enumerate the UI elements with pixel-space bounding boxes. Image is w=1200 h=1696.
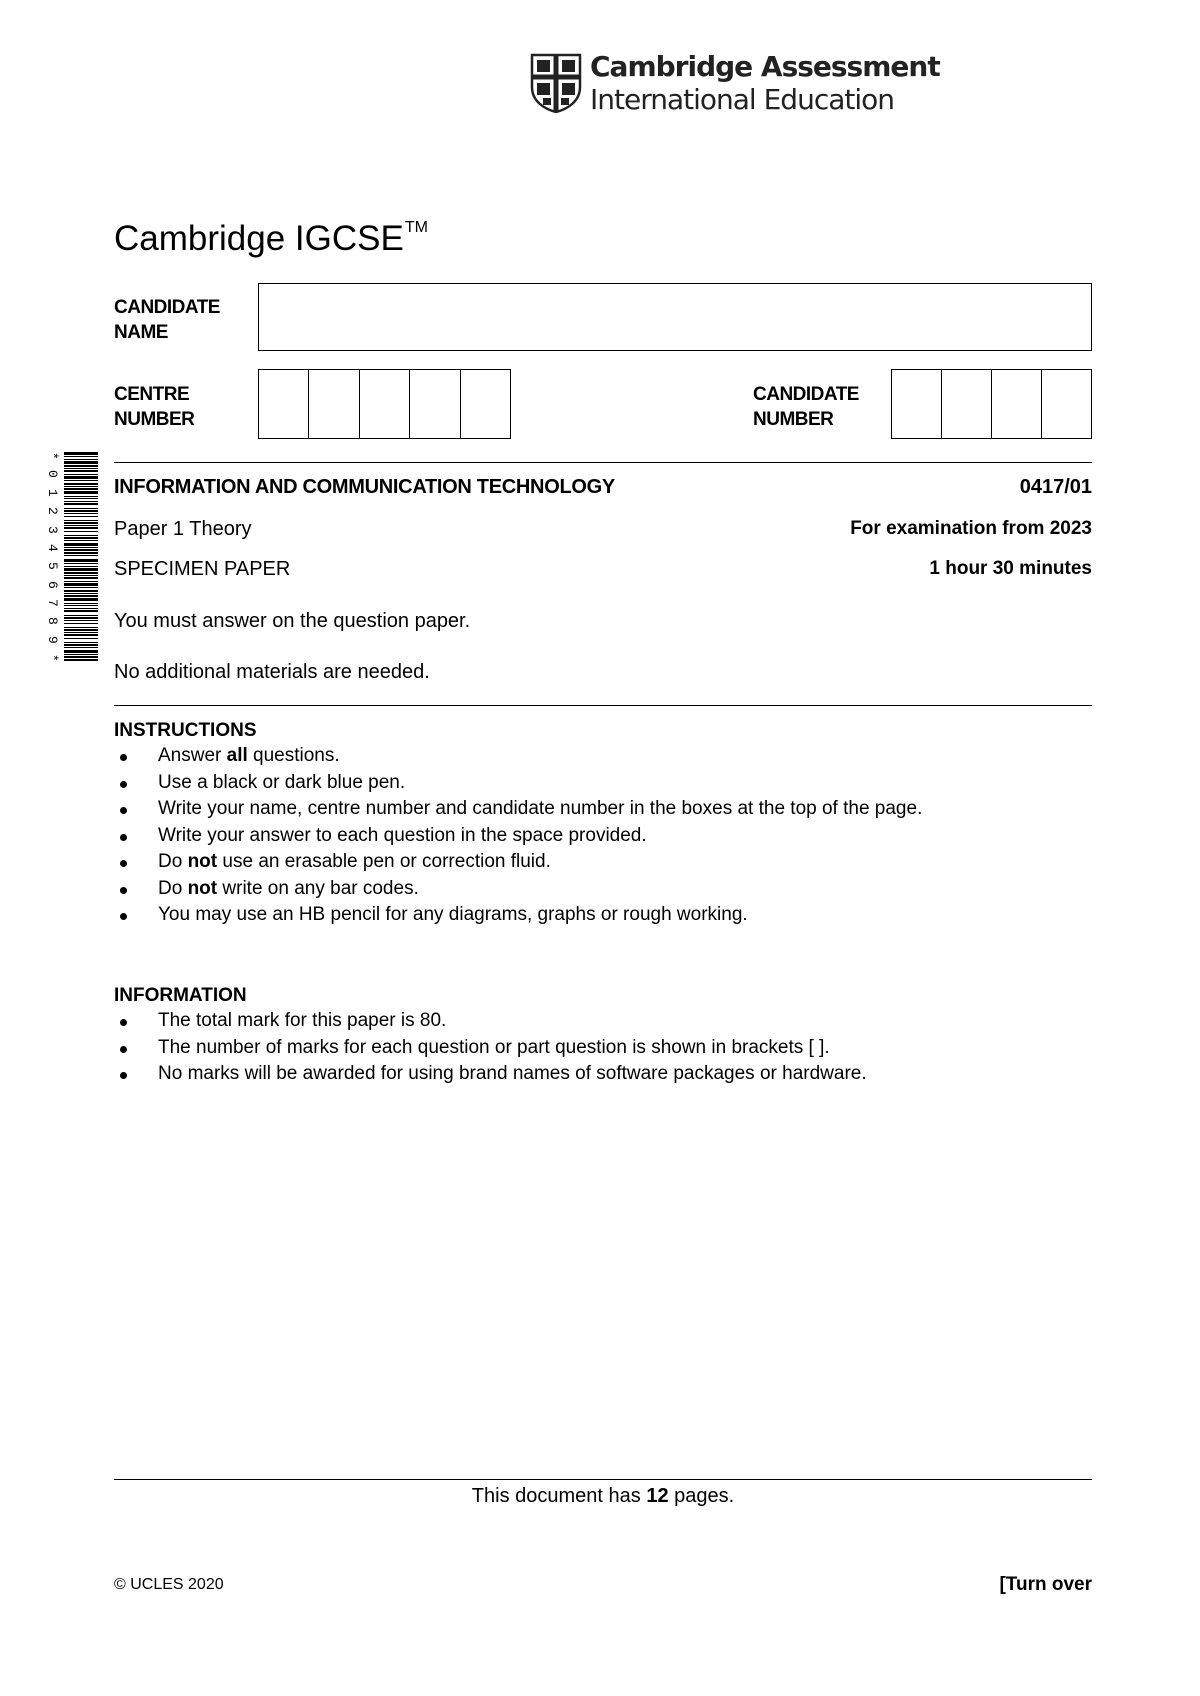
barcode-bar (64, 572, 98, 574)
barcode-digit: 6 (45, 580, 60, 589)
label-line: CANDIDATE (753, 384, 859, 405)
barcode-bar (64, 525, 98, 526)
barcode-bar (64, 480, 98, 481)
barcode-digit: 5 (45, 562, 60, 571)
exam-from: For examination from 2023 (850, 518, 1092, 539)
barcode-bar (64, 632, 98, 633)
page-count-note (114, 1485, 1092, 1508)
barcode-bar (64, 516, 98, 517)
item-text: Write your name, centre number and candidate number in the boxes at the top of the page. (158, 798, 923, 819)
barcode-bar (64, 615, 98, 616)
barcode-bar (64, 547, 98, 548)
barcode-bar (64, 627, 98, 628)
barcode-bar (64, 535, 98, 536)
label-line: NAME (114, 322, 168, 343)
item-text: write on any bar codes. (217, 877, 419, 899)
barcode-bar (64, 488, 98, 490)
barcode-bar (64, 508, 98, 509)
logo-line-1: Cambridge Assessment (590, 50, 940, 83)
barcode-bar (64, 452, 98, 455)
note-text: This document has (471, 1485, 647, 1507)
barcode-bar (64, 581, 98, 582)
centre-number-cell[interactable] (308, 370, 358, 438)
barcode-bar (64, 638, 98, 639)
divider (114, 1479, 1092, 1480)
instructions-heading: INSTRUCTIONS (114, 720, 257, 741)
barcode-digit: * (45, 452, 60, 460)
label-line: CENTRE (114, 384, 190, 405)
barcode-digits (45, 452, 60, 662)
barcode-bar (64, 563, 98, 564)
barcode-bar (64, 656, 98, 658)
barcode-bar (64, 598, 98, 601)
barcode-bar (64, 603, 98, 604)
barcode-bar (64, 605, 98, 606)
centre-number-cell[interactable] (359, 370, 409, 438)
trademark-mark: TM (404, 219, 428, 236)
syllabus-code: 0417/01 (1019, 476, 1092, 498)
instruction-item (114, 902, 1094, 929)
centre-number-field[interactable] (258, 369, 511, 439)
candidate-number-cell[interactable] (892, 370, 941, 438)
barcode-bar (64, 568, 98, 571)
centre-number-label (114, 382, 194, 432)
barcode-digit: 3 (45, 525, 60, 534)
barcode-bar (64, 644, 98, 646)
candidate-name-label (114, 295, 220, 345)
duration: 1 hour 30 minutes (929, 558, 1092, 579)
barcode-bar (64, 501, 98, 502)
barcode-digit: 8 (45, 617, 60, 626)
item-emphasis: not (187, 851, 218, 872)
barcode-bar (64, 587, 98, 588)
barcode-bar (64, 498, 98, 499)
instruction-item (114, 796, 1094, 823)
candidate-name-field[interactable] (258, 283, 1092, 351)
barcode-bar (64, 549, 98, 551)
candidate-number-cell[interactable] (1041, 370, 1091, 438)
instruction-item (114, 743, 1094, 770)
barcode-bar (64, 468, 98, 469)
paper-name: Paper 1 Theory (114, 518, 252, 540)
barcode-bar (64, 510, 98, 512)
barcode-bar (64, 629, 98, 631)
barcode-bar (64, 527, 98, 529)
barcode-bar (64, 465, 98, 467)
barcode-bar (64, 593, 98, 594)
label-line: NUMBER (114, 409, 195, 430)
barcode-bar (64, 620, 98, 621)
divider (114, 705, 1092, 706)
barcode-bar (64, 543, 98, 546)
barcode-bar (64, 583, 98, 586)
barcode-bar (64, 566, 98, 567)
barcode-bar (64, 470, 98, 472)
barcode-digit: 2 (45, 507, 60, 515)
turn-over: [Turn over (999, 1574, 1092, 1595)
copyright: © UCLES 2020 (114, 1576, 224, 1593)
instruction-item (114, 770, 1094, 797)
barcode-bar (64, 456, 98, 457)
paper-type: SPECIMEN PAPER (114, 558, 291, 580)
item-text: Answer (158, 745, 227, 766)
barcode-bar (64, 476, 98, 479)
barcode-bar (64, 552, 98, 554)
barcode-bar (64, 617, 98, 619)
instruction-item (114, 849, 1094, 876)
barcode-bar (64, 577, 98, 579)
barcode-bar (64, 503, 98, 505)
barcode-bar (64, 520, 98, 521)
barcode-bar (64, 608, 98, 609)
barcode-bar (64, 595, 98, 597)
information-list (114, 1008, 1094, 1088)
page-title (114, 206, 428, 261)
item-text: You may use an HB pencil for any diagrams, graphs or rough working. (158, 904, 748, 925)
instruction-item (114, 823, 1094, 850)
item-text: questions. (247, 745, 340, 766)
label-line: CANDIDATE (114, 297, 220, 318)
title-text: Cambridge IGCSE (114, 219, 404, 258)
barcode-bar (64, 483, 98, 485)
candidate-number-field[interactable] (891, 369, 1092, 439)
barcode-digit: 9 (45, 635, 60, 644)
barcode-bar (64, 590, 98, 592)
logo-line-2: International Education (590, 83, 895, 116)
barcode-bar (64, 531, 98, 532)
barcode-bar (64, 461, 98, 464)
shield-icon (530, 53, 582, 113)
barcode-bar (64, 659, 98, 661)
barcode-bar (64, 555, 98, 556)
barcode-bar (64, 610, 98, 612)
note-text: pages. (668, 1485, 735, 1507)
barcode-digit: 1 (45, 488, 60, 497)
divider (114, 462, 1092, 463)
barcode-bar (64, 513, 98, 514)
barcode-digit: 4 (45, 543, 60, 552)
barcode-bar (64, 459, 98, 460)
barcode-bar (64, 642, 98, 643)
item-text: Do (158, 877, 188, 899)
centre-number-cell[interactable] (460, 370, 510, 438)
barcode-bar (64, 647, 98, 648)
subject-title: INFORMATION AND COMMUNICATION TECHNOLOGY (114, 476, 615, 498)
barcode-bar (64, 486, 98, 487)
barcode (64, 452, 98, 662)
item-text: Use a black or dark blue pen. (158, 771, 406, 793)
barcode-bar (64, 540, 98, 541)
candidate-number-label (753, 382, 859, 432)
information-item: The total mark for this paper is 80. (114, 1008, 1094, 1035)
information-item: No marks will be awarded for using brand names of software packages or hardware. (114, 1061, 1094, 1088)
candidate-number-cell[interactable] (991, 370, 1041, 438)
page-count: 12 (646, 1485, 669, 1507)
centre-number-cell[interactable] (409, 370, 459, 438)
barcode-bar (64, 496, 98, 497)
item-text: use an erasable pen or correction fluid. (217, 851, 551, 872)
barcode-bar (64, 654, 98, 655)
instruction-item (114, 876, 1094, 903)
barcode-digit: 7 (45, 599, 60, 607)
barcode-bar (64, 491, 98, 494)
instructions-list (114, 743, 1094, 929)
barcode-digit: 0 (45, 470, 60, 479)
information-heading: INFORMATION (114, 985, 247, 1006)
barcode-bar (64, 575, 98, 576)
barcode-bar (64, 650, 98, 653)
barcode-bar (64, 634, 98, 636)
information-item: The number of marks for each question or part question is shown in brackets [ ]. (114, 1035, 1094, 1062)
barcode-bar (64, 623, 98, 624)
centre-number-cell[interactable] (259, 370, 308, 438)
label-line: NUMBER (753, 409, 834, 430)
barcode-bar (64, 474, 98, 475)
materials-note: No additional materials are needed. (114, 661, 430, 683)
item-emphasis: not (187, 877, 218, 899)
barcode-bar (64, 522, 98, 524)
item-text: Do (158, 851, 188, 872)
item-text: Write your answer to each question in the space provided. (158, 824, 647, 846)
item-emphasis: all (226, 745, 248, 766)
candidate-number-cell[interactable] (941, 370, 991, 438)
answer-note: You must answer on the question paper. (114, 610, 471, 632)
barcode-bar (64, 559, 98, 562)
barcode-bar (64, 537, 98, 539)
barcode-digit: * (45, 654, 60, 662)
